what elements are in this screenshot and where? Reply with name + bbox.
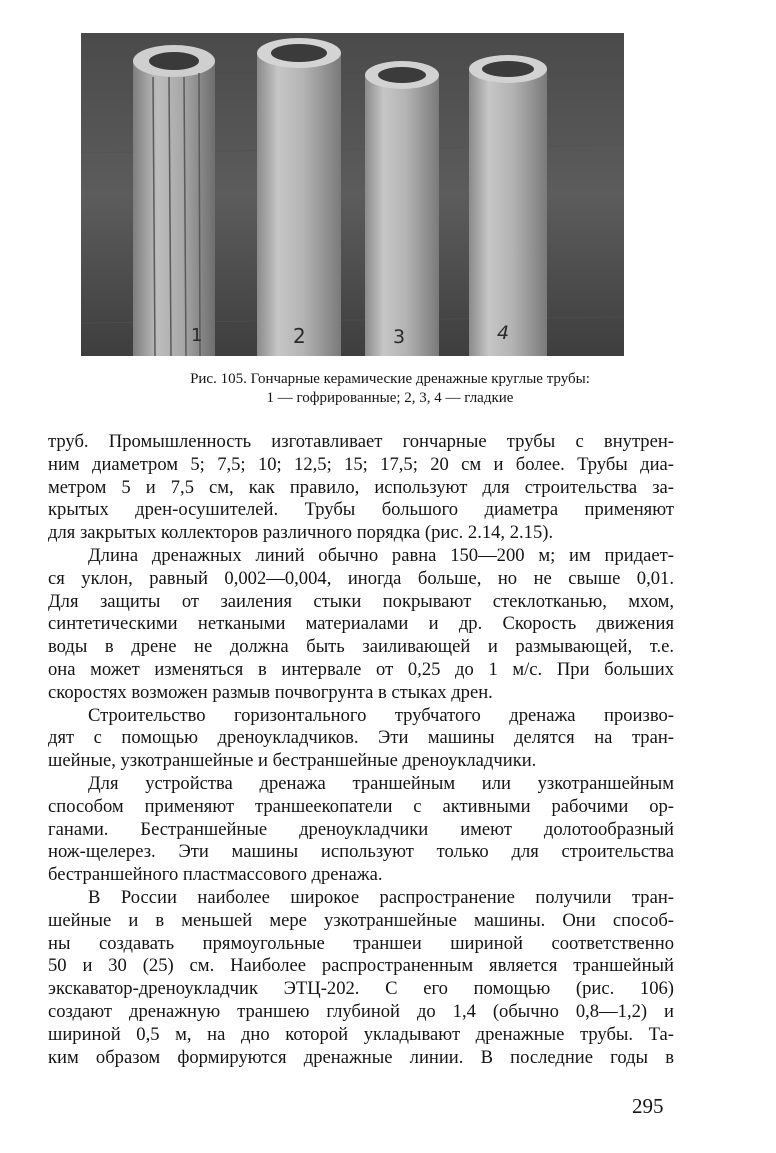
tube-label-1: 1 [191, 325, 203, 346]
figure-photo [81, 33, 624, 356]
paragraph [48, 773, 674, 887]
tube-label-4: 4 [497, 322, 510, 344]
text-line: бестраншейного пластмассового дренажа. [48, 864, 383, 886]
tube-label-2: 2 [293, 324, 306, 348]
body-text [48, 431, 674, 1069]
tube-label-3: 3 [393, 326, 406, 348]
tube-4 [469, 55, 547, 356]
text-line: ся уклон, равный 0,002—0,004, иногда больше, но не свыше 0,01. [48, 567, 674, 589]
text-line: ны создавать прямоугольные траншеи шириной соответственно [48, 932, 674, 954]
text-line: 50 и 30 (25) см. Наиболее распространенным является траншейный [48, 955, 674, 977]
text-line: В России наиболее широкое распространение получили тран- [88, 886, 674, 908]
figure-caption [40, 370, 740, 408]
text-line: нож-щелерез. Эти машины используют только для строительства [48, 841, 674, 863]
text-line: крытых дрен-осушителей. Трубы большого диаметра применяют [48, 499, 674, 521]
paragraph [48, 431, 674, 545]
text-line: дят с помощью дреноукладчиков. Эти машины делятся на тран- [48, 727, 674, 749]
text-line: синтетическими неткаными материалами и др. Скорость движения [48, 613, 674, 635]
caption-line-1: Рис. 105. Гончарные керамические дренажные круглые трубы: [190, 371, 590, 387]
text-line: Строительство горизонтального трубчатого дренажа произво- [88, 704, 674, 726]
text-line: она может изменяться в интервале от 0,25 до 1 м/с. При больших [48, 658, 674, 680]
paragraph [48, 705, 674, 773]
text-line: шириной 0,5 м, на дно которой укладывают дренажные трубы. Та- [48, 1023, 674, 1045]
tube-1 [133, 45, 215, 356]
text-line: ним диаметром 5; 7,5; 10; 12,5; 15; 17,5; 20 см и более. Трубы диа- [48, 453, 674, 475]
caption-line-2: 1 — гофрированные; 2, 3, 4 — гладкие [266, 390, 514, 406]
drainage-tubes-photo [81, 33, 624, 356]
tube-2 [257, 38, 341, 356]
text-line: способом применяют траншеекопатели с активными рабочими ор- [48, 795, 674, 817]
text-line: ганами. Бестраншейные дреноукладчики имеют долотообразный [48, 818, 674, 840]
text-line: экскаватор-дреноукладчик ЭТЦ-202. С его помощью (рис. 106) [48, 978, 674, 1000]
text-line: шейные, узкотраншейные и бестраншейные дреноукладчики. [48, 750, 537, 772]
text-line: ким образом формируются дренажные линии. В последние годы в [48, 1046, 674, 1068]
text-line: скоростях возможен размыв почвогрунта в стыках дрен. [48, 681, 493, 703]
text-line: Для защиты от заиления стыки покрывают стеклотканью, мхом, [48, 590, 674, 612]
text-line: для закрытых коллекторов различного порядка (рис. 2.14, 2.15). [48, 522, 554, 544]
text-line: создают дренажную траншею глубиной до 1,4 (обычно 0,8—1,2) и [48, 1000, 674, 1022]
paragraph [48, 545, 674, 705]
text-line: труб. Промышленность изготавливает гончарные трубы с внутрен- [48, 431, 674, 452]
text-line: метром 5 и 7,5 см, как правило, используют для строительства за- [48, 476, 674, 498]
page-number: 295 [632, 1094, 664, 1118]
paragraph [48, 887, 674, 1069]
tube-3 [365, 61, 439, 356]
text-line: Для устройства дренажа траншейным или узкотраншейным [88, 772, 674, 794]
text-line: шейные и в меньшей мере узкотраншейные машины. Они способ- [48, 909, 674, 931]
text-line: воды в дрене не должна быть заиливающей и размывающей, т.е. [48, 636, 674, 658]
text-line: Длина дренажных линий обычно равна 150—200 м; им придает- [88, 544, 674, 566]
